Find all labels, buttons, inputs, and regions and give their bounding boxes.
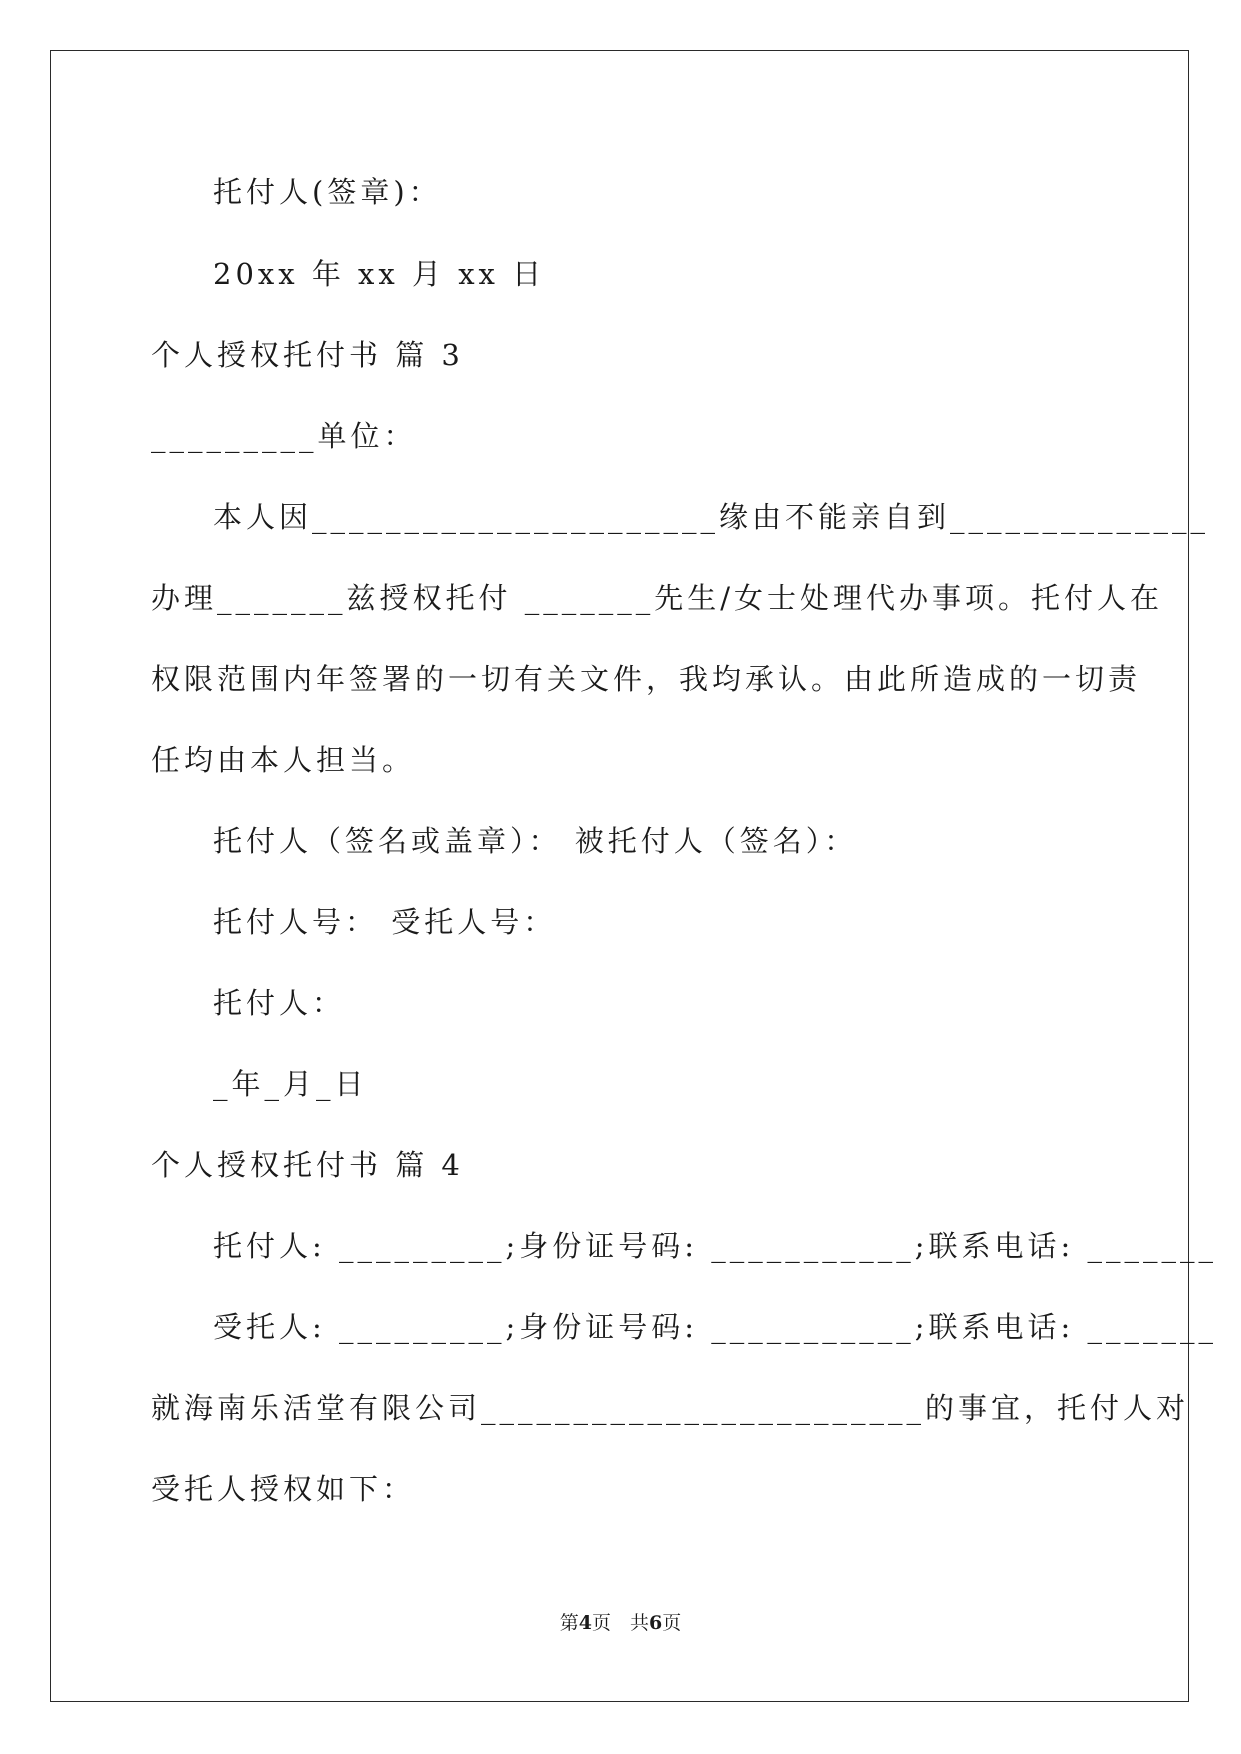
section-heading-3: 个人授权托付书 篇 3 <box>151 338 464 372</box>
text-line-signature: 托付人(签章)： <box>213 175 442 209</box>
footer-prefix: 第 <box>559 1612 579 1634</box>
text-line-date-blank: _年_月_日 <box>213 1067 368 1101</box>
footer-current-page: 4 <box>578 1612 592 1634</box>
paragraph-line: 权限范围内年签署的一切有关文件，我均承认。由此所造成的一切责 <box>151 662 1142 696</box>
paragraph-line: 办理_______兹授权托付 _______先生/女士处理代办事项。托付人在 <box>151 581 1163 615</box>
paragraph-line: 任均由本人担当。 <box>151 743 416 777</box>
section-heading-4: 个人授权托付书 篇 4 <box>151 1148 464 1182</box>
text-line-principal: 托付人： <box>213 986 346 1020</box>
footer-mid: 页 共 <box>591 1612 649 1634</box>
paragraph-line: 受托人授权如下： <box>151 1472 416 1506</box>
text-line-unit: _________单位： <box>151 419 417 453</box>
footer-total-pages: 6 <box>649 1612 663 1634</box>
text-line-id-numbers: 托付人号： 受托人号： <box>213 905 557 939</box>
page-number-footer <box>0 1610 1241 1636</box>
footer-suffix: 页 <box>662 1612 682 1634</box>
page-frame <box>50 50 1189 1702</box>
text-line-date: 20xx 年 xx 月 xx 日 <box>213 257 546 291</box>
text-line-agent-info: 受托人: _________;身份证号码: ___________;联系电话: _______ <box>213 1310 1218 1344</box>
text-line-principal-info: 托付人: _________;身份证号码: ___________;联系电话: _______ <box>213 1229 1218 1263</box>
paragraph-line: 就海南乐活堂有限公司________________________的事宜，托付人对 <box>151 1391 1190 1425</box>
paragraph-line: 本人因______________________缘由不能亲自到______________ <box>213 500 1210 534</box>
text-line-signatures: 托付人（签名或盖章）： 被托付人（签名）： <box>213 824 858 858</box>
